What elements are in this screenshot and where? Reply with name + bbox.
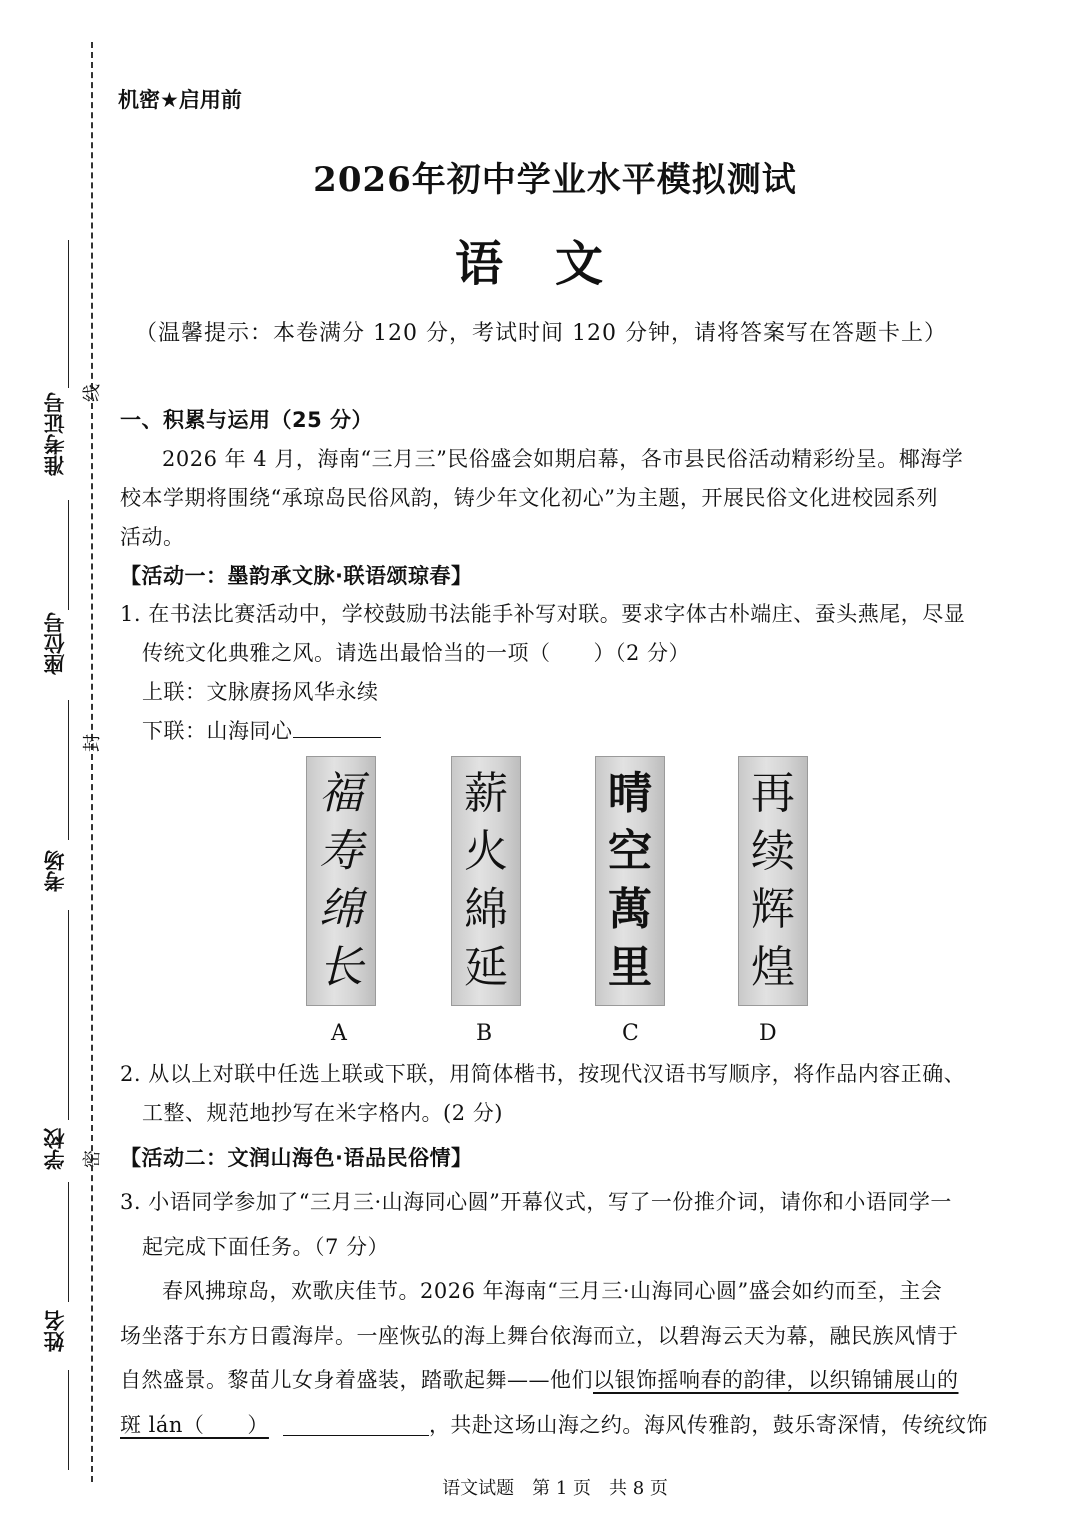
school-label: 学校 [43,1128,67,1170]
answer-blank [293,715,381,738]
passage-line-3-row [120,1364,959,1394]
q3-line-2: 起完成下面任务。（7 分） [142,1235,390,1259]
q1-lower-couplet: 下联：山海同心 [142,719,293,743]
option-c-char: 里 [608,942,652,993]
school-blank [68,1182,69,1302]
confidential-mark: 机密★启用前 [118,88,242,112]
seat-blank [68,700,69,840]
option-d-char: 煌 [751,942,795,993]
option-b-char: 薪 [464,768,508,819]
option-d-label: D [759,1021,777,1046]
passage-underlined-2: 斑 lán（ ） [120,1413,269,1437]
intro-line-2: 校本学期将围绕“承琼岛民俗风韵，铸少年文化初心”为主题，开展民俗文化进校园系列 [120,486,938,510]
option-a-char: 寿 [319,826,363,877]
passage-line-3: 自然盛景。黎苗儿女身着盛装，踏歌起舞——他们 [120,1368,593,1392]
passage-line-1: 春风拂琼岛，欢歌庆佳节。2026 年海南“三月三·山海同心圆”盛会如约而至，主会 [162,1279,943,1303]
room-label: 考场 [43,850,67,892]
passage-line-4-row [120,1409,988,1439]
option-b-label: B [476,1021,493,1046]
room-blank [68,910,69,1120]
secret-char: 密 [82,1150,103,1168]
option-a-char: 福 [319,768,363,819]
exam-id-blank-lower [68,500,69,610]
passage-underlined-1: 以银饰摇响春的韵律，以织锦铺展山的 [593,1368,959,1392]
intro-line-3: 活动。 [120,525,185,549]
option-d-char: 辉 [751,884,795,935]
q2-line-1: 2. 从以上对联中任选上联或下联，用简体楷书，按现代汉语书写顺序，将作品内容正确、 [120,1062,966,1086]
subject-title: 语文 [454,236,655,292]
q1-upper-couplet: 上联：文脉赓扬风华永续 [142,680,379,704]
seal-char: 封 [82,734,103,752]
q1-lower-couplet-row [142,715,381,745]
passage-tail: ，共赴这场山海之约。海风传雅韵，鼓乐寄深情，传统纹饰 [428,1413,988,1437]
option-a-char: 长 [319,942,363,993]
name-blank [68,1370,69,1470]
option-c-char: 萬 [608,884,652,935]
option-c-label: C [622,1021,639,1046]
line-char: 线 [82,384,103,402]
q1-line-2: 传统文化典雅之风。请选出最恰当的一项（ ）（2 分） [142,641,691,665]
exam-id-label: 准考证号 [43,392,67,476]
option-c-char: 空 [608,826,652,877]
intro-line-1: 2026 年 4 月，海南“三月三”民俗盛会如期启幕，各市县民俗活动精彩纷呈。椰海学 [162,447,964,471]
option-a-label: A [331,1021,347,1046]
exam-title: 2026年初中学业水平模拟测试 [313,160,797,200]
option-b-char: 綿 [464,884,508,935]
passage-blank [283,1413,429,1436]
section-heading: 一、积累与运用（25 分） [120,408,374,432]
option-b-scroll [451,756,521,1006]
option-c-char: 晴 [608,768,652,819]
q3-line-1: 3. 小语同学参加了“三月三·山海同心圆”开幕仪式，写了一份推介词，请你和小语同学一 [120,1190,952,1214]
option-d-scroll [738,756,808,1006]
option-a-scroll [306,756,376,1006]
page-footer: 语文试题 第 1 页 共 8 页 [442,1478,668,1499]
passage-line-2: 场坐落于东方日霞海岸。一座恢弘的海上舞台依海而立，以碧海云天为幕，融民族风情于 [120,1324,959,1348]
seat-label: 座位号 [43,612,67,675]
exam-note: （温馨提示：本卷满分 120 分，考试时间 120 分钟，请将答案写在答题卡上） [135,321,947,346]
option-b-char: 延 [464,942,508,993]
option-c-scroll [595,756,665,1006]
option-d-char: 续 [751,826,795,877]
option-b-char: 火 [464,826,508,877]
name-label: 姓名 [43,1310,67,1352]
option-d-char: 再 [751,768,795,819]
q1-line-1: 1. 在书法比赛活动中，学校鼓励书法能手补写对联。要求字体古朴端庄、蚕头燕尾，尽显 [120,602,966,626]
option-a-char: 绵 [319,884,363,935]
q2-line-2: 工整、规范地抄写在米字格内。(2 分) [142,1101,503,1125]
activity-2-heading: 【活动二：文润山海色·语品民俗情】 [120,1146,473,1170]
activity-1-heading: 【活动一：墨韵承文脉·联语颂琼春】 [120,564,473,588]
